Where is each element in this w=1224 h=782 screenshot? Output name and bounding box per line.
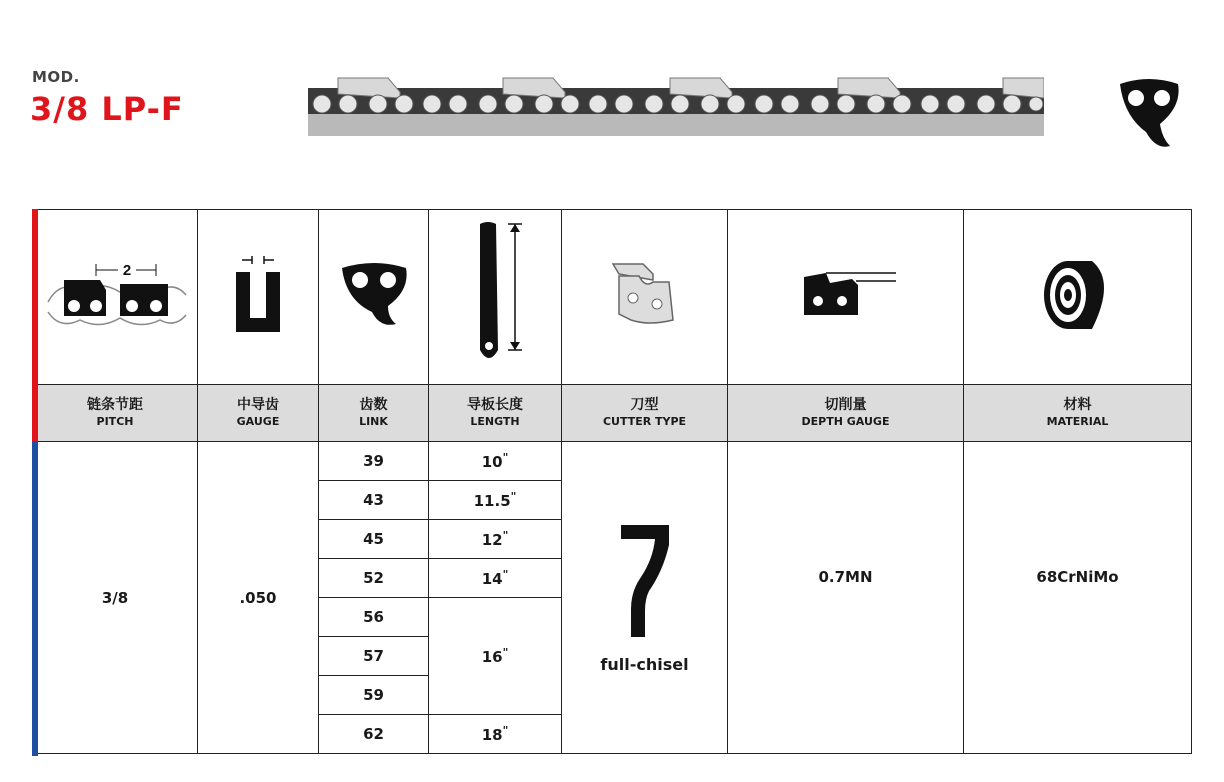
col-header-depth-gauge [728,385,964,442]
col-cn: 刀型 [630,397,659,413]
link-value: 43 [319,481,429,520]
length-value [429,715,562,754]
table-row [33,442,1192,481]
link-value: 57 [319,637,429,676]
model-title: 3/8 LP-F [30,90,184,128]
length-number: 18 [481,726,503,744]
icon-row [33,210,1192,385]
inch-mark: " [502,568,509,581]
link-value: 52 [319,559,429,598]
col-header-link [319,385,429,442]
gauge-icon-cell [198,210,319,385]
col-en: GAUGE [236,415,280,428]
col-cn: 导板长度 [467,397,523,413]
pitch-diagram-icon [40,250,190,340]
col-en: PITCH [96,415,134,428]
inch-mark: " [510,490,517,503]
inch-mark: " [502,529,509,542]
full-chisel-profile-icon [615,521,675,641]
link-value: 45 [319,520,429,559]
length-icon-cell [429,210,562,385]
cutter-type-value: full-chisel [600,655,689,674]
link-value: 62 [319,715,429,754]
link-value: 39 [319,442,429,481]
length-value [429,481,562,520]
col-cn: 链条节距 [87,397,143,413]
col-cn: 切削量 [824,397,867,413]
link-icon [338,260,410,330]
length-number: 12 [481,531,503,549]
depth-gauge-diagram-icon [796,265,896,325]
col-en: CUTTER TYPE [602,415,687,428]
inch-mark: " [502,646,509,659]
col-en: LENGTH [470,415,520,428]
col-header-pitch [33,385,198,442]
material-icon-cell [964,210,1192,385]
gauge-diagram-icon [228,250,288,340]
pitch-diagram-label: 2 [122,262,132,279]
length-value [429,559,562,598]
material-value: 68CrNiMo [964,442,1192,754]
length-number: 10 [481,453,503,471]
inch-mark: " [502,724,509,737]
label-row [33,385,1192,442]
mod-label: MOD. [32,68,80,86]
col-header-length [429,385,562,442]
col-cn: 材料 [1063,397,1092,413]
length-number: 16 [481,648,503,666]
spec-table [32,209,1192,754]
guide-bar-icon [460,220,530,370]
length-number: 11.5 [473,492,511,510]
col-en: MATERIAL [1046,415,1109,428]
body-accent-bar [32,441,38,756]
pitch-value: 3/8 [33,442,198,754]
col-cn: 中导齿 [237,397,279,413]
link-value: 59 [319,676,429,715]
col-cn: 齿数 [359,397,388,413]
gauge-value: .050 [198,442,319,754]
material-coil-icon [1038,255,1118,335]
length-value [429,598,562,715]
depth-gauge-value: 0.7MN [728,442,964,754]
inch-mark: " [502,451,509,464]
cutter-icon-cell [562,210,728,385]
col-header-gauge [198,385,319,442]
col-en: LINK [359,415,388,428]
cutter-type-cell [562,442,728,754]
link-icon-cell [319,210,429,385]
depth-gauge-icon [1116,76,1182,154]
col-header-material [964,385,1192,442]
length-value [429,520,562,559]
length-number: 14 [481,570,503,588]
cutter-icon [609,260,681,330]
depth-gauge-icon-cell [728,210,964,385]
chain-photo [308,72,1044,142]
length-value [429,442,562,481]
header-accent-bar [32,209,38,441]
link-value: 56 [319,598,429,637]
col-en: DEPTH GAUGE [801,415,890,428]
pitch-icon-cell [33,210,198,385]
col-header-cutter-type [562,385,728,442]
